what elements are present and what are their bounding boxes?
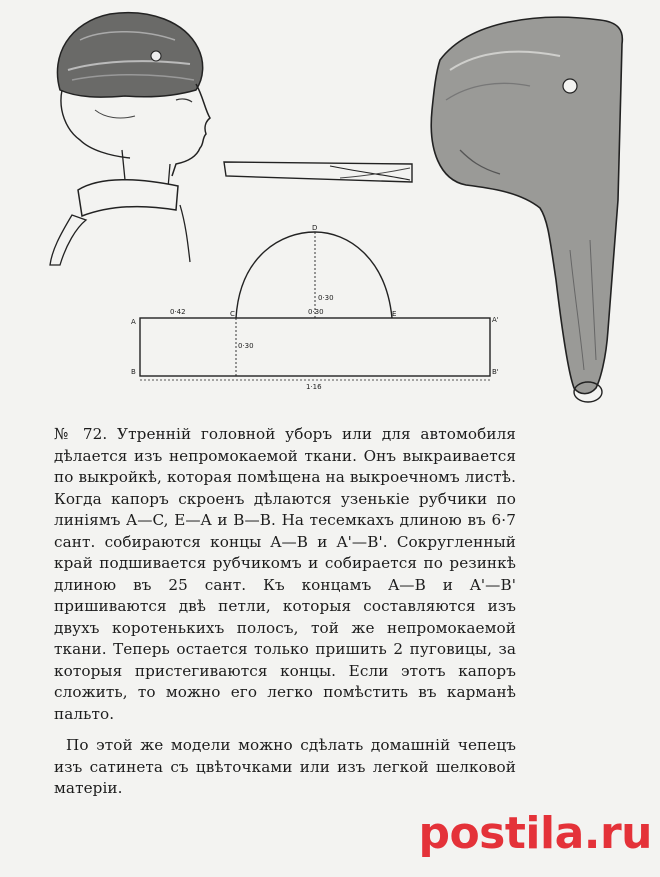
sewing-pattern-diagram [131,224,499,391]
label-e: E [392,310,397,318]
label-a-prime: A' [492,316,499,324]
watermark-postila: postila.ru [418,808,652,859]
label-b: B [131,368,136,376]
article-paragraph-2: По этой же модели можно сдѣлать домашній чепецъ изъ сатинета съ цвѣточками или изъ легкой шелковой матеріи. [54,736,516,797]
folded-cap-illustration [431,17,622,402]
label-c: C [230,310,235,318]
label-b-prime: B' [492,368,499,376]
label-d: D [312,224,318,232]
article-paragraph-1: № 72. Утренній головной уборъ или для автомобиля дѣлается изъ непромокаемой ткани. Онъ выкраивается по выкройкѣ, которая помѣщена на выкроечномъ листѣ. Когда капоръ скроенъ дѣлаются узенькіе рубчики по линіямъ A—C, E—A и B—B. На тесемкахъ длиною въ 6·7 сант. собираются концы A—B и A'—B'. Сокругленный край подшивается рубчикомъ и собирается по резинкѣ длиною въ 25 сант. Къ концамъ A—B и A'—B' пришиваются двѣ петли, которыя составляются изъ двухъ коротенькихъ полосъ, той же непромокаемой ткани. Теперь остается только пришить 2 пуговицы, за которыя пристегиваются концы. Если этотъ капоръ сложить, то можно его легко помѣстить въ карманѣ пальто. [54,425,516,723]
label-measure-bottom: 1·16 [306,383,322,391]
woman-portrait-illustration [50,13,210,265]
label-measure-mid: 0·30 [318,294,334,302]
illustrations [0,0,660,420]
label-measure-top-left: 0·42 [170,308,186,316]
label-measure-left-mid: 0·30 [238,342,254,350]
strap-illustration [224,162,412,182]
article-text [54,424,516,800]
label-a: A [131,318,136,326]
label-measure-top-mid: 0·30 [308,308,324,316]
